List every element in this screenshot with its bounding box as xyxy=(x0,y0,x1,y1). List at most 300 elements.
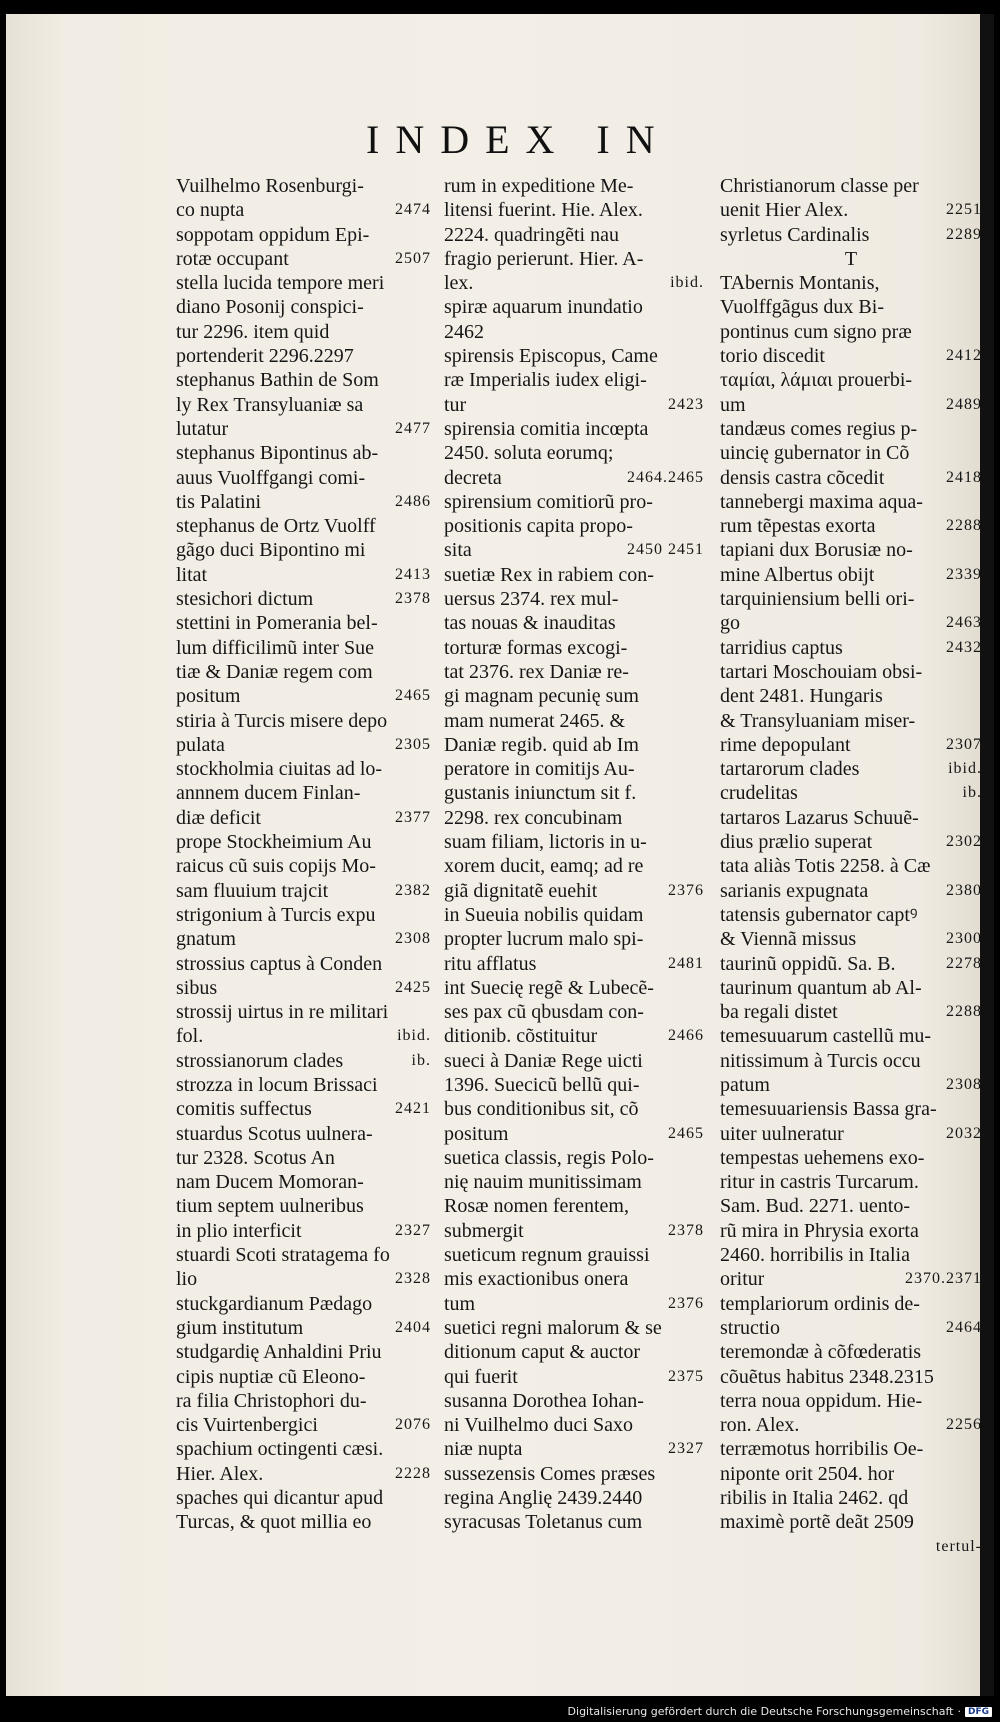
index-entry-line xyxy=(444,1510,704,1534)
index-entry-line xyxy=(444,1146,704,1170)
entry-text: tarridius captus xyxy=(720,636,843,659)
entry-page-ref xyxy=(700,441,704,465)
entry-text: TAbernis Montanis, xyxy=(720,272,880,295)
index-entry-line xyxy=(720,830,982,854)
entry-page-ref: 2288 xyxy=(946,517,982,535)
entry-text: tapiani dux Borusiæ no- xyxy=(720,539,913,562)
index-entry-line xyxy=(176,733,431,757)
index-entry-line xyxy=(176,466,431,490)
entry-text: densis castra cõcedit xyxy=(720,466,885,489)
entry-page-ref xyxy=(427,271,431,295)
entry-text: dent 2481. Hungaris xyxy=(720,685,883,708)
index-entry-line xyxy=(176,368,431,392)
entry-text: patum xyxy=(720,1073,770,1096)
entry-text: tat 2376. rex Daniæ re- xyxy=(444,660,629,683)
entry-page-ref xyxy=(978,1049,982,1073)
index-entry-line xyxy=(444,538,704,562)
entry-text: rotæ occupant xyxy=(176,247,289,270)
entry-text: ritu afflatus xyxy=(444,952,537,975)
entry-page-ref xyxy=(427,1437,431,1461)
entry-page-ref xyxy=(427,781,431,805)
entry-text: cõuẽtus habitus 2348.2315 xyxy=(720,1365,934,1388)
entry-page-ref xyxy=(427,223,431,247)
index-entry-line xyxy=(176,538,431,562)
index-entry-line xyxy=(176,1194,431,1218)
entry-text: tis Palatini xyxy=(176,490,261,513)
entry-page-ref: 2376 xyxy=(668,1294,704,1312)
entry-page-ref: 2376 xyxy=(668,881,704,899)
index-entry-line xyxy=(444,903,704,927)
entry-text: annnem ducem Finlan- xyxy=(176,782,361,805)
entry-page-ref xyxy=(700,1170,704,1194)
entry-page-ref xyxy=(427,344,431,368)
index-entry-line xyxy=(444,660,704,684)
entry-text: temesuuariensis Bassa gra- xyxy=(720,1098,937,1121)
entry-text: tartaros Lazarus Schuuẽ- xyxy=(720,806,919,829)
entry-text: tur 2296. item quid xyxy=(176,320,330,343)
entry-text: portenderit 2296.2297 xyxy=(176,345,354,368)
entry-page-ref: 2464.2465 xyxy=(627,468,704,486)
entry-page-ref: 2307 xyxy=(946,735,982,753)
index-entry-line xyxy=(176,490,431,514)
entry-text: stiria à Turcis misere depo xyxy=(176,709,388,732)
entry-page-ref: 2412 xyxy=(946,347,982,365)
index-entry-line xyxy=(444,806,704,830)
index-entry-line xyxy=(176,636,431,660)
entry-page-ref xyxy=(700,927,704,951)
entry-page-ref xyxy=(700,1316,704,1340)
entry-page-ref xyxy=(978,1170,982,1194)
index-entry-line xyxy=(176,660,431,684)
entry-text: co nupta xyxy=(176,199,245,222)
index-entry-line xyxy=(720,514,982,538)
index-entry-line xyxy=(444,1024,704,1048)
entry-page-ref xyxy=(700,344,704,368)
entry-page-ref: 2289 xyxy=(946,225,982,243)
entry-page-ref: 2432 xyxy=(946,638,982,656)
index-entry-line xyxy=(176,830,431,854)
index-entry-line xyxy=(720,781,982,805)
entry-page-ref: 2302 xyxy=(946,833,982,851)
entry-text: positionis capita propo- xyxy=(444,515,633,538)
index-entry-line xyxy=(444,563,704,587)
entry-text: nię nauim munitissimam xyxy=(444,1171,642,1194)
entry-page-ref: 2370.2371 xyxy=(905,1270,982,1288)
entry-page-ref xyxy=(978,417,982,441)
index-entry-line xyxy=(720,538,982,562)
running-header: INDEX IN xyxy=(366,117,671,162)
index-entry-line xyxy=(444,1437,704,1461)
entry-page-ref: 2466 xyxy=(668,1027,704,1045)
entry-page-ref: 2463 xyxy=(946,614,982,632)
index-entry-line xyxy=(176,1024,431,1048)
entry-page-ref: 2256 xyxy=(946,1416,982,1434)
index-entry-line xyxy=(720,271,982,295)
index-entry-line xyxy=(444,830,704,854)
index-entry-line xyxy=(720,1049,982,1073)
index-entry-line xyxy=(176,1316,431,1340)
index-entry-line xyxy=(176,1146,431,1170)
entry-text: Vuilhelmo Rosenburgi- xyxy=(176,175,364,197)
entry-page-ref xyxy=(978,538,982,562)
entry-page-ref xyxy=(978,368,982,392)
index-entry-line xyxy=(176,1413,431,1437)
entry-text: tur xyxy=(444,393,467,416)
entry-text: torio discedit xyxy=(720,345,825,368)
entry-page-ref: 2450 2451 xyxy=(627,541,704,559)
index-entry-line xyxy=(444,490,704,514)
entry-page-ref xyxy=(978,587,982,611)
index-entry-line xyxy=(444,684,704,708)
index-entry-line xyxy=(176,198,431,222)
index-entry-line xyxy=(444,1000,704,1024)
entry-page-ref xyxy=(978,490,982,514)
index-entry-line xyxy=(176,952,431,976)
index-entry-line xyxy=(720,1535,982,1559)
entry-text: stella lucida tempore meri xyxy=(176,272,385,295)
entry-text: stesichori dictum xyxy=(176,588,314,611)
entry-page-ref xyxy=(700,368,704,392)
entry-page-ref: 2327 xyxy=(395,1221,431,1239)
index-entry-line xyxy=(720,733,982,757)
entry-text: litensi fuerint. Hie. Alex. xyxy=(444,199,643,222)
entry-text: taurinum quantum ab Al- xyxy=(720,976,922,999)
entry-text: ni Vuilhelmo duci Saxo xyxy=(444,1414,633,1437)
entry-page-ref xyxy=(427,1194,431,1218)
index-entry-line xyxy=(176,1049,431,1073)
index-entry-line xyxy=(176,781,431,805)
entry-text: mine Albertus obijt xyxy=(720,563,875,586)
index-entry-line xyxy=(444,320,704,344)
entry-text: suam filiam, lictoris in u- xyxy=(444,831,647,854)
index-entry-line xyxy=(176,1437,431,1461)
entry-page-ref: 2032 xyxy=(946,1124,982,1142)
entry-text: stephanus Bipontinus ab- xyxy=(176,442,379,465)
entry-text: Hier. Alex. xyxy=(176,1462,264,1485)
entry-page-ref xyxy=(427,320,431,344)
index-entry-line xyxy=(444,611,704,635)
entry-text: stephanus Bathin de Som xyxy=(176,369,379,392)
entry-text: ly Rex Transyluaniæ sa xyxy=(176,393,364,416)
entry-page-ref: 2425 xyxy=(395,978,431,996)
entry-text: structio xyxy=(720,1316,780,1339)
index-entry-line xyxy=(720,1122,982,1146)
entry-text: spirensia comitia incœpta xyxy=(444,417,649,440)
entry-page-ref xyxy=(700,903,704,927)
index-entry-line xyxy=(444,393,704,417)
entry-text: tartari Moschouiam obsi- xyxy=(720,660,923,683)
section-letter: T xyxy=(844,247,858,270)
entry-page-ref: tertul- xyxy=(935,1537,982,1555)
index-entry-line xyxy=(444,636,704,660)
entry-text: gnatum xyxy=(176,928,236,951)
index-entry-line xyxy=(720,320,982,344)
entry-page-ref xyxy=(978,1340,982,1364)
entry-page-ref xyxy=(700,806,704,830)
index-entry-line xyxy=(720,806,982,830)
entry-page-ref: 2308 xyxy=(946,1075,982,1093)
index-entry-line xyxy=(176,1510,431,1534)
index-entry-line xyxy=(176,295,431,319)
entry-text: tatensis gubernator captꝰ xyxy=(720,903,918,926)
entry-page-ref: 2327 xyxy=(668,1440,704,1458)
entry-page-ref xyxy=(700,976,704,1000)
index-entry-line xyxy=(444,587,704,611)
entry-page-ref xyxy=(427,830,431,854)
entry-text: gi magnam pecunię sum xyxy=(444,685,639,708)
entry-text: studgardię Anhaldini Priu xyxy=(176,1341,382,1364)
entry-text: Vuolffgãgus dux Bi- xyxy=(720,296,884,319)
entry-text: pulata xyxy=(176,733,225,756)
index-entry-line xyxy=(176,271,431,295)
entry-page-ref xyxy=(427,538,431,562)
index-entry-line xyxy=(720,1000,982,1024)
entry-text: prope Stockheimium Au xyxy=(176,831,372,854)
entry-text: nitissimum à Turcis occu xyxy=(720,1049,921,1072)
index-entry-line xyxy=(720,1292,982,1316)
entry-text: tum xyxy=(444,1292,476,1315)
entry-page-ref xyxy=(427,1000,431,1024)
index-entry-line xyxy=(720,1170,982,1194)
entry-text: positum xyxy=(444,1122,509,1145)
entry-text: qui fuerit xyxy=(444,1365,518,1388)
entry-text: spachium octingenti cæsi. xyxy=(176,1438,384,1461)
entry-text: 2450. soluta eorumq; xyxy=(444,442,614,465)
index-entry-line xyxy=(720,174,982,198)
entry-page-ref: ib. xyxy=(411,1051,431,1069)
index-entry-line xyxy=(444,1267,704,1291)
entry-page-ref: ibid. xyxy=(397,1027,431,1045)
entry-text: gium institutum xyxy=(176,1316,304,1339)
entry-text: oritur xyxy=(720,1268,765,1291)
entry-text: spirensium comitiorũ pro- xyxy=(444,490,653,513)
entry-text: tium septem uulneribus xyxy=(176,1195,364,1218)
entry-text: sam fluuium trajcit xyxy=(176,879,329,902)
index-entry-line xyxy=(444,1243,704,1267)
index-entry-line xyxy=(176,247,431,271)
entry-text: sueci à Daniæ Rege uicti xyxy=(444,1049,643,1072)
entry-text: ra filia Christophori du- xyxy=(176,1389,367,1412)
entry-text: decreta xyxy=(444,466,502,489)
entry-page-ref xyxy=(700,781,704,805)
index-entry-line xyxy=(176,1267,431,1291)
index-entry-line xyxy=(720,1389,982,1413)
footer-text: Digitalisierung gefördert durch die Deutsche Forschungsgemeinschaft xyxy=(567,1705,954,1718)
entry-text: propter lucrum malo spi- xyxy=(444,928,644,951)
entry-text: niponte orit 2504. hor xyxy=(720,1462,895,1485)
entry-page-ref xyxy=(427,1389,431,1413)
index-column-2 xyxy=(444,174,704,1535)
entry-text: taurinũ oppidũ. Sa. B. xyxy=(720,952,896,975)
index-entry-line xyxy=(444,1292,704,1316)
index-entry-line xyxy=(444,368,704,392)
entry-text: diæ deficit xyxy=(176,806,261,829)
entry-page-ref: 2418 xyxy=(946,468,982,486)
index-entry-line xyxy=(720,636,982,660)
index-entry-line xyxy=(176,514,431,538)
index-entry-line xyxy=(176,1243,431,1267)
entry-page-ref: 2251 xyxy=(946,201,982,219)
entry-page-ref xyxy=(700,709,704,733)
entry-page-ref xyxy=(700,1000,704,1024)
entry-text: rum tẽpestas exorta xyxy=(720,515,876,538)
entry-page-ref xyxy=(700,587,704,611)
entry-page-ref xyxy=(700,563,704,587)
entry-text: 2224. quadringẽti nau xyxy=(444,223,619,246)
entry-page-ref xyxy=(427,1486,431,1510)
entry-page-ref xyxy=(700,514,704,538)
entry-text: uenit Hier Alex. xyxy=(720,199,849,222)
entry-text: spiræ aquarum inundatio xyxy=(444,296,643,319)
index-entry-line xyxy=(720,295,982,319)
entry-page-ref xyxy=(427,903,431,927)
index-entry-line xyxy=(720,927,982,951)
entry-text: diano Posonij conspici- xyxy=(176,296,364,319)
index-entry-line xyxy=(176,1389,431,1413)
entry-text: in Sueuia nobilis quidam xyxy=(444,903,644,926)
entry-text: in plio interficit xyxy=(176,1219,302,1242)
entry-page-ref xyxy=(700,1073,704,1097)
entry-page-ref xyxy=(427,854,431,878)
index-entry-line xyxy=(176,393,431,417)
entry-page-ref xyxy=(978,1510,982,1534)
index-entry-line xyxy=(444,417,704,441)
index-entry-line xyxy=(720,952,982,976)
entry-page-ref: ib. xyxy=(962,784,982,802)
index-entry-line xyxy=(720,1486,982,1510)
index-entry-line xyxy=(444,514,704,538)
entry-text: syracusas Toletanus cum xyxy=(444,1511,643,1534)
entry-page-ref: 2377 xyxy=(395,808,431,826)
index-entry-line xyxy=(720,417,982,441)
entry-page-ref xyxy=(700,1510,704,1534)
index-entry-line xyxy=(720,490,982,514)
entry-text: regina Anglię 2439.2440 xyxy=(444,1487,643,1510)
entry-page-ref xyxy=(978,660,982,684)
index-column-1 xyxy=(176,174,431,1535)
entry-page-ref: 2489 xyxy=(946,395,982,413)
entry-page-ref: ibid. xyxy=(948,760,982,778)
entry-page-ref: 2380 xyxy=(946,881,982,899)
index-entry-line xyxy=(176,879,431,903)
entry-page-ref xyxy=(427,611,431,635)
entry-text: peratore in comitijs Au- xyxy=(444,758,635,781)
entry-text: ribilis in Italia 2462. qd xyxy=(720,1487,909,1510)
index-entry-line xyxy=(444,1389,704,1413)
index-entry-line xyxy=(444,1122,704,1146)
entry-page-ref xyxy=(978,1365,982,1389)
entry-page-ref xyxy=(700,1049,704,1073)
entry-page-ref xyxy=(978,271,982,295)
index-entry-line xyxy=(720,854,982,878)
entry-page-ref: 2300 xyxy=(946,930,982,948)
index-entry-line xyxy=(720,441,982,465)
entry-text: ditionum caput & auctor xyxy=(444,1341,641,1364)
index-entry-line xyxy=(444,295,704,319)
index-entry-line xyxy=(176,1219,431,1243)
entry-page-ref xyxy=(427,368,431,392)
entry-page-ref xyxy=(700,1194,704,1218)
entry-page-ref xyxy=(978,320,982,344)
index-entry-line xyxy=(444,781,704,805)
entry-text: uiter uulneratur xyxy=(720,1122,844,1145)
entry-page-ref xyxy=(978,903,982,927)
entry-page-ref xyxy=(427,757,431,781)
entry-text: spaches qui dicantur apud xyxy=(176,1487,384,1510)
index-entry-line xyxy=(176,927,431,951)
entry-text: niæ nupta xyxy=(444,1438,523,1461)
index-entry-line xyxy=(176,1365,431,1389)
entry-page-ref xyxy=(978,1437,982,1461)
entry-text: stockholmia ciuitas ad lo- xyxy=(176,758,383,781)
entry-page-ref xyxy=(978,1097,982,1121)
index-entry-line xyxy=(444,1340,704,1364)
entry-text: submergit xyxy=(444,1219,524,1242)
index-entry-line xyxy=(444,1170,704,1194)
index-entry-line xyxy=(720,757,982,781)
entry-page-ref: 2465 xyxy=(395,687,431,705)
entry-text: tur 2328. Scotus An xyxy=(176,1146,335,1169)
index-entry-line xyxy=(176,587,431,611)
entry-text: gustanis iniunctum sit f. xyxy=(444,782,637,805)
index-entry-line xyxy=(720,368,982,392)
entry-text: strozza in locum Brissaci xyxy=(176,1073,378,1096)
index-entry-line xyxy=(444,1194,704,1218)
entry-text: rũ mira in Phrysia exorta xyxy=(720,1219,919,1242)
index-entry-line xyxy=(720,1437,982,1461)
entry-text: lex. xyxy=(444,272,474,295)
entry-text: strossij uirtus in re militari xyxy=(176,1001,389,1024)
entry-text: suetici regni malorum & se xyxy=(444,1316,662,1339)
entry-page-ref xyxy=(427,660,431,684)
entry-page-ref xyxy=(978,806,982,830)
entry-text: cis Vuirtenbergici xyxy=(176,1414,318,1437)
entry-text: mis exactionibus onera xyxy=(444,1268,629,1291)
entry-page-ref xyxy=(700,174,704,198)
index-entry-line xyxy=(176,1486,431,1510)
entry-text: lum difficilimũ inter Sue xyxy=(176,636,374,659)
entry-page-ref xyxy=(700,223,704,247)
entry-page-ref: 2308 xyxy=(395,930,431,948)
entry-text: ditionib. cõstituitur xyxy=(444,1025,598,1048)
entry-text: uincię gubernator in Cõ xyxy=(720,442,910,465)
entry-text: ritur in castris Turcarum. xyxy=(720,1171,919,1194)
entry-page-ref: 2076 xyxy=(395,1416,431,1434)
entry-page-ref xyxy=(427,1243,431,1267)
index-entry-line xyxy=(720,1340,982,1364)
index-entry-line xyxy=(176,174,431,198)
entry-page-ref: ibid. xyxy=(670,274,704,292)
index-entry-line xyxy=(720,393,982,417)
entry-text: sita xyxy=(444,539,472,562)
entry-page-ref xyxy=(700,830,704,854)
entry-page-ref xyxy=(700,733,704,757)
entry-text: rum in expeditione Me- xyxy=(444,175,634,197)
entry-text: suetiæ Rex in rabiem con- xyxy=(444,563,654,586)
index-entry-line xyxy=(444,1316,704,1340)
entry-page-ref: 2477 xyxy=(395,419,431,437)
index-entry-line xyxy=(720,1365,982,1389)
entry-page-ref xyxy=(700,1267,704,1291)
entry-page-ref: 2481 xyxy=(668,954,704,972)
entry-text: sueticum regnum grauissi xyxy=(444,1244,650,1267)
entry-page-ref xyxy=(427,174,431,198)
index-entry-line xyxy=(176,854,431,878)
entry-text: spirensis Episcopus, Came xyxy=(444,345,658,368)
index-entry-line xyxy=(720,1097,982,1121)
entry-text: 2462 xyxy=(444,320,484,343)
entry-text: Daniæ regib. quid ab Im xyxy=(444,733,639,756)
